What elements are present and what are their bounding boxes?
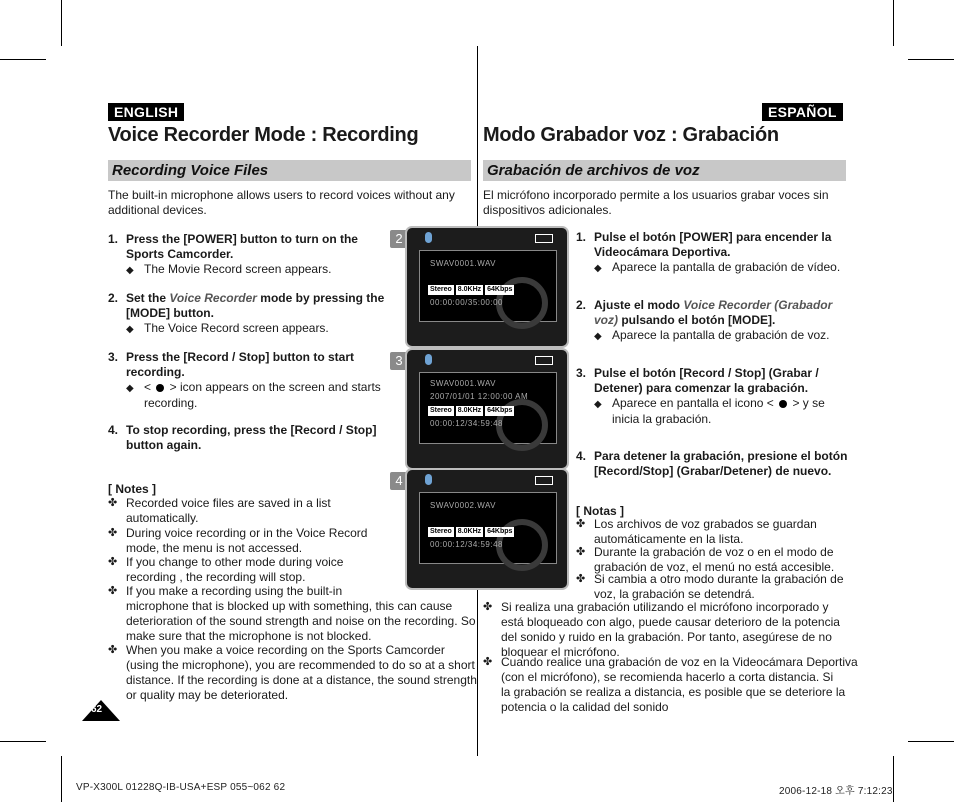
file-name: SWAV0001.WAV — [430, 379, 497, 388]
audio-tag: Stereo — [430, 528, 452, 535]
intro-line: The built-in microphone allows users to record voices without any — [108, 188, 455, 202]
note-line: microphone that is blocked up with something, this can cause — [126, 599, 453, 613]
bullet-text: < — [144, 380, 155, 394]
step-text: Para detener la grabación, presione el botón — [594, 449, 848, 463]
cross-bullet-icon: ✤ — [108, 497, 118, 509]
intro-line: El micrófono incorporado permite a los usuarios grabar voces sin — [483, 188, 829, 202]
note-es-1 — [576, 517, 864, 547]
step-en-4 — [108, 423, 398, 453]
bullet-text: recording. — [144, 396, 198, 410]
note-line: potencia o la calidad del sonido — [501, 700, 669, 714]
step-text: [MODE] button. — [126, 306, 214, 320]
record-dot-icon — [156, 384, 164, 392]
cross-bullet-icon: ✤ — [483, 601, 493, 613]
section-header-en — [108, 160, 471, 181]
step-en-3 — [108, 350, 398, 411]
crop-mark — [61, 756, 62, 802]
step-es-3 — [576, 366, 851, 427]
crop-mark — [893, 0, 894, 46]
battery-icon — [535, 234, 553, 243]
footer-right: 2006-12-18 오후 7:12:23 — [779, 786, 893, 797]
screen-display — [419, 250, 557, 322]
crop-mark — [0, 59, 46, 60]
step-number: 2. — [108, 291, 119, 305]
step-text: pulsando el botón [MODE]. — [618, 313, 776, 327]
note-en-1 — [108, 496, 366, 526]
bullet-text: Aparece la pantalla de grabación de vídeo. — [612, 260, 841, 274]
date-time: 2007/01/01 12:00:00 AM — [430, 392, 529, 401]
diamond-bullet-icon: ◆ — [126, 265, 134, 276]
diamond-bullet-icon: ◆ — [126, 383, 134, 394]
note-es-2 — [576, 545, 864, 575]
cross-bullet-icon: ✤ — [108, 644, 118, 656]
section-header-es — [483, 160, 846, 181]
note-line: If you change to other mode during voice — [126, 555, 344, 569]
note-line: bloquear el micrófono. — [501, 645, 620, 659]
audio-tag: 8.0KHz — [457, 528, 482, 535]
lang-tag-english: ENGLISH — [108, 103, 184, 121]
step-text: button again. — [126, 438, 202, 452]
camcorder-screen-2 — [405, 348, 569, 470]
note-line: Si realiza una grabación utilizando el micrófono incorporado y — [501, 600, 829, 614]
audio-tag: 64Kbps — [487, 528, 513, 535]
bullet-text: Aparece la pantalla de grabación de voz. — [612, 328, 830, 342]
note-line: When you make a voice recording on the Sports Camcorder — [126, 643, 445, 657]
note-line: está bloqueado con algo, puede causar deterioro de la potencia — [501, 615, 840, 629]
note-line: Si cambia a otro modo durante la grabación de — [594, 572, 844, 586]
diamond-bullet-icon: ◆ — [594, 331, 602, 342]
audio-tags — [428, 527, 514, 537]
bullet-text: > y se — [789, 396, 825, 410]
bullet-text: inicia la grabación. — [612, 412, 712, 426]
note-line: (using the microphone), you are recommended to do so at a short — [126, 658, 475, 672]
note-line: If you make a recording using the built-in — [126, 584, 343, 598]
step-text: mode by pressing the — [256, 291, 385, 305]
notes-header-en: [ Notes ] — [108, 482, 156, 496]
note-line: del sonido y ruido en la grabación. Por tanto, asegúrese de no — [501, 630, 832, 644]
step-text: Press the [POWER] button to turn on the — [126, 232, 358, 246]
bullet-text: The Voice Record screen appears. — [144, 321, 329, 335]
camcorder-screen-3 — [405, 468, 569, 590]
step-en-1 — [108, 232, 398, 278]
notes-header-es: [ Notas ] — [576, 504, 624, 518]
screen-number: 2 — [390, 230, 408, 248]
step-es-2 — [576, 298, 851, 344]
cross-bullet-icon: ✤ — [576, 518, 586, 530]
note-es-3 — [576, 572, 864, 602]
audio-tag: 64Kbps — [487, 286, 513, 293]
screen-number: 3 — [390, 352, 408, 370]
page-title-en: Voice Recorder Mode : Recording — [108, 124, 419, 146]
note-line: During voice recording or in the Voice Record — [126, 526, 368, 540]
audio-tags — [428, 406, 514, 416]
note-en-5 — [108, 643, 486, 703]
note-line: Cuando realice una grabación de voz en la Videocámara Deportiva — [501, 655, 858, 669]
note-line: Durante la grabación de voz o en el modo de — [594, 545, 834, 559]
diamond-bullet-icon: ◆ — [594, 399, 602, 410]
step-es-4 — [576, 449, 856, 479]
step-text: Ajuste el modo — [594, 298, 684, 312]
step-number: 4. — [576, 449, 587, 463]
lang-tag-espanol: ESPAÑOL — [762, 103, 843, 121]
cross-bullet-icon: ✤ — [108, 585, 118, 597]
section-title-en: Recording Voice Files — [112, 162, 269, 179]
crop-mark — [908, 741, 954, 742]
note-line: mode, the menu is not accessed. — [126, 541, 303, 555]
step-italic: voz) — [594, 313, 618, 327]
footer-left: VP-X300L 01228Q-IB-USA+ESP 055~062 62 — [76, 782, 286, 793]
note-line: recording , the recording will stop. — [126, 570, 306, 584]
microphone-icon — [425, 474, 432, 485]
cross-bullet-icon: ✤ — [108, 556, 118, 568]
intro-es — [483, 188, 843, 218]
crop-mark — [908, 59, 954, 60]
step-text: Pulse el botón [POWER] para encender la — [594, 230, 832, 244]
battery-icon — [535, 356, 553, 365]
note-line: la grabación se realiza a distancia, es posible que se deteriore la — [501, 685, 846, 699]
step-en-2 — [108, 291, 398, 337]
note-line: or quality may be deteriorated. — [126, 688, 289, 702]
time-counter: 00:00:00/35:00:00 — [430, 298, 504, 307]
cross-bullet-icon: ✤ — [483, 656, 493, 668]
diamond-bullet-icon: ◆ — [126, 324, 134, 335]
step-number: 1. — [576, 230, 587, 244]
step-number: 3. — [576, 366, 587, 380]
audio-tags — [428, 285, 514, 295]
note-es-5 — [483, 655, 871, 715]
step-text: Press the [Record / Stop] button to start — [126, 350, 355, 364]
step-text: [Record/Stop] (Grabar/Detener) de nuevo. — [594, 464, 832, 478]
step-text: recording. — [126, 365, 185, 379]
note-line: Los archivos de voz grabados se guardan — [594, 517, 817, 531]
step-text: Set the — [126, 291, 170, 305]
step-text: Pulse el botón [Record / Stop] (Grabar / — [594, 366, 819, 380]
crop-mark — [893, 756, 894, 802]
time-counter: 00:00:12/34:59:48 — [430, 419, 504, 428]
intro-en — [108, 188, 468, 218]
crop-mark — [0, 741, 46, 742]
note-es-4 — [483, 600, 861, 660]
audio-tag: Stereo — [430, 286, 452, 293]
step-number: 3. — [108, 350, 119, 364]
step-italic: Voice Recorder (Grabador — [683, 298, 833, 312]
time-counter: 00:00:12/34:59:48 — [430, 540, 504, 549]
screen-number: 4 — [390, 472, 408, 490]
audio-tag: 8.0KHz — [457, 286, 482, 293]
page-title-es: Modo Grabador voz : Grabación — [483, 124, 779, 146]
step-text: To stop recording, press the [Record / Stop] — [126, 423, 377, 437]
note-line: (con el micrófono), se recomienda hacerlo a corta distancia. Si — [501, 670, 834, 684]
note-en-3 — [108, 555, 386, 585]
step-text: Sports Camcorder. — [126, 247, 234, 261]
step-es-1 — [576, 230, 851, 276]
note-line: deterioration of the sound strength and noise on the recording. So — [126, 614, 476, 628]
audio-tag: 8.0KHz — [457, 407, 482, 414]
bullet-text: Aparece en pantalla el icono < — [612, 396, 778, 410]
intro-line: additional devices. — [108, 203, 207, 217]
bullet-text: The Movie Record screen appears. — [144, 262, 332, 276]
note-line: make sure that the microphone is not blocked. — [126, 629, 372, 643]
cross-bullet-icon: ✤ — [576, 573, 586, 585]
crop-mark — [61, 0, 62, 46]
camcorder-screen-1 — [405, 226, 569, 348]
file-name: SWAV0001.WAV — [430, 259, 497, 268]
step-italic: Voice Recorder — [169, 291, 257, 305]
cross-bullet-icon: ✤ — [108, 527, 118, 539]
audio-tag: Stereo — [430, 407, 452, 414]
diamond-bullet-icon: ◆ — [594, 263, 602, 274]
screen-display — [419, 492, 557, 564]
note-line: automáticamente en la lista. — [594, 532, 744, 546]
screen-display — [419, 372, 557, 444]
step-number: 2. — [576, 298, 587, 312]
note-line: Recorded voice files are saved in a list — [126, 496, 331, 510]
step-text: Videocámara Deportiva. — [594, 245, 731, 259]
bullet-text: > icon appears on the screen and starts — [166, 380, 381, 394]
record-dot-icon — [779, 400, 787, 408]
microphone-icon — [425, 232, 432, 243]
note-en-4 — [108, 584, 486, 644]
note-en-2 — [108, 526, 386, 556]
note-line: automatically. — [126, 511, 199, 525]
step-text: Detener) para comenzar la grabación. — [594, 381, 809, 395]
page-number: 62 — [91, 704, 103, 715]
battery-icon — [535, 476, 553, 485]
section-title-es: Grabación de archivos de voz — [487, 162, 700, 179]
step-number: 4. — [108, 423, 119, 437]
cross-bullet-icon: ✤ — [576, 546, 586, 558]
microphone-icon — [425, 354, 432, 365]
file-name: SWAV0002.WAV — [430, 501, 497, 510]
step-number: 1. — [108, 232, 119, 246]
note-line: grabación de voz, el menú no está accesible. — [594, 560, 835, 574]
note-line: voz, la grabación se detendrá. — [594, 587, 755, 601]
note-line: distance. If the recording is done at a distance, the sound strength — [126, 673, 477, 687]
intro-line: dispositivos adicionales. — [483, 203, 612, 217]
audio-tag: 64Kbps — [487, 407, 513, 414]
